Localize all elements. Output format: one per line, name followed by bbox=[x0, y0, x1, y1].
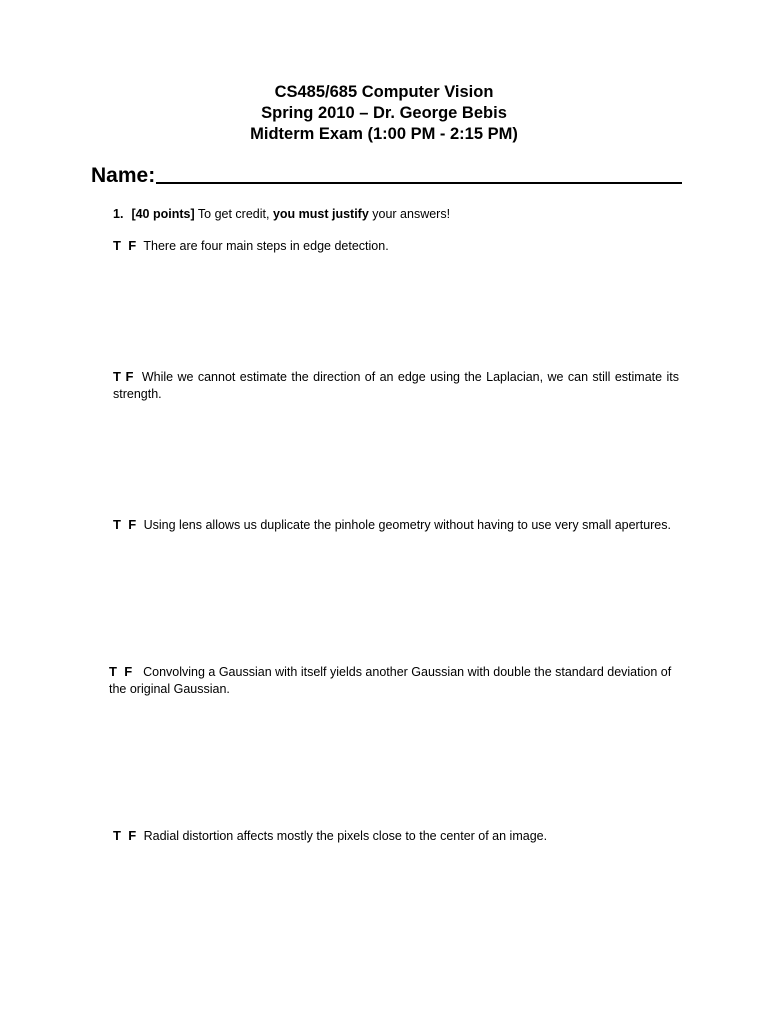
instructions-emphasis: you must justify bbox=[272, 207, 369, 221]
tf-marker bbox=[113, 369, 133, 384]
question-text: While we cannot estimate the direction of an edge using the Laplacian, we can still estimate its strength. bbox=[113, 370, 679, 401]
question-text: Using lens allows us duplicate the pinhole geometry without having to use very small apertures. bbox=[143, 518, 671, 532]
instructions-text-after: your answers! bbox=[368, 207, 451, 221]
tf-marker bbox=[113, 828, 136, 843]
tf-true: T bbox=[113, 828, 121, 843]
course-title: CS485/685 Computer Vision bbox=[274, 83, 494, 101]
question-text: Convolving a Gaussian with itself yields another Gaussian with double the standard deviation of the original Gaussian. bbox=[109, 665, 672, 696]
name-blank-line bbox=[156, 182, 682, 184]
tf-marker bbox=[109, 664, 132, 679]
tf-question bbox=[113, 517, 679, 534]
tf-true: T bbox=[113, 238, 121, 253]
tf-true: T bbox=[109, 664, 117, 679]
tf-false: F bbox=[128, 517, 137, 532]
question-text: There are four main steps in edge detection. bbox=[143, 239, 389, 253]
question-points: [40 points] bbox=[131, 207, 195, 221]
exam-header bbox=[0, 82, 768, 145]
term-instructor: Spring 2010 – Dr. George Bebis bbox=[261, 104, 507, 122]
name-field bbox=[91, 163, 682, 189]
tf-false: F bbox=[125, 369, 134, 384]
tf-question bbox=[113, 828, 679, 845]
name-label: Name: bbox=[91, 164, 156, 187]
question-number: 1. bbox=[113, 207, 124, 221]
tf-false: F bbox=[128, 828, 137, 843]
tf-marker bbox=[113, 517, 136, 532]
question-instructions bbox=[113, 206, 450, 222]
tf-question bbox=[109, 664, 679, 697]
tf-false: F bbox=[124, 664, 133, 679]
tf-question bbox=[113, 238, 679, 255]
tf-question bbox=[113, 369, 679, 402]
question-text: Radial distortion affects mostly the pixels close to the center of an image. bbox=[143, 829, 548, 843]
tf-true: T bbox=[113, 369, 121, 384]
tf-true: T bbox=[113, 517, 121, 532]
instructions-text-before: To get credit, bbox=[194, 207, 273, 221]
tf-marker bbox=[113, 238, 136, 253]
exam-title: Midterm Exam (1:00 PM - 2:15 PM) bbox=[250, 125, 518, 143]
tf-false: F bbox=[128, 238, 137, 253]
